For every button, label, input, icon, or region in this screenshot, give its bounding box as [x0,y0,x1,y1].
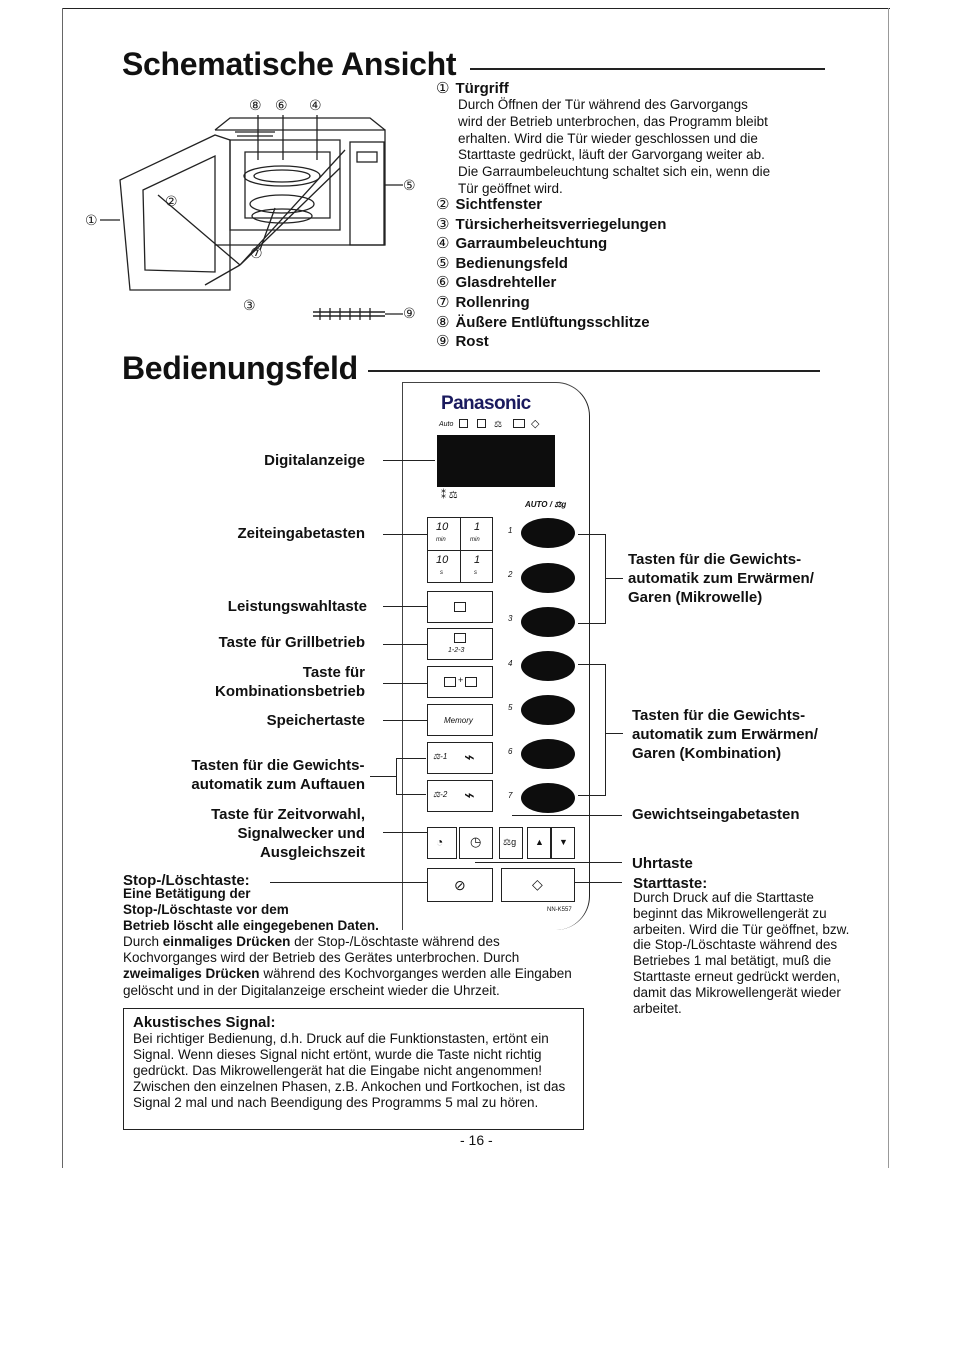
page-number: - 16 - [460,1132,493,1148]
leader-weight [512,815,622,816]
microwave-schematic [85,90,425,350]
label-time-keys: Zeiteingabetasten [237,525,365,542]
microwave-indicator-icon [459,419,468,428]
part-6: ⑥ Glasdrehteller [436,273,557,291]
digital-display [437,435,555,487]
stop-clear-button[interactable] [427,868,493,902]
meat-icon: ⌁ [464,747,475,767]
memory-button[interactable] [427,704,493,736]
combination-button[interactable]: + [427,666,493,698]
grill-button[interactable] [427,628,493,660]
leader-grill [383,644,427,645]
timer-icon: ◔ [436,835,444,849]
bracket-combi [605,664,606,796]
model-number: NN-K557 [547,907,572,913]
auto-program-2-button[interactable] [521,563,575,593]
program-number-6: 6 [508,747,513,756]
microwave-icon [454,602,466,612]
stop-icon: ⊘ [454,877,466,893]
weight-down-button[interactable] [551,827,575,859]
leader-power [383,606,427,607]
callout-8: ⑧ [249,98,262,114]
leader-time [383,534,427,535]
combi-microwave-icon [444,677,456,687]
leader-clock [475,862,622,863]
time-keys-block [427,517,493,583]
leader-micro [605,578,623,579]
start-button[interactable] [501,868,575,902]
leader-stop [270,882,427,883]
label-power-key: Leistungswahltaste [227,598,367,615]
program-number-2: 2 [508,570,513,579]
key-10min[interactable]: 10 [436,521,449,533]
program-number-3: 3 [508,614,513,623]
power-level-button[interactable] [427,591,493,623]
label-defrost-keys: Tasten für die Gewichts- automatik zum Auftauen [191,757,365,793]
leader-combi-auto [605,733,623,734]
section-title-panel: Bedienungsfeld [122,350,358,386]
key-10s-unit: s [440,570,443,576]
auto-program-3-button[interactable] [521,607,575,637]
arrow-down-icon: ▼ [559,837,568,847]
title-rule-1 [470,68,825,70]
leader-defrost [370,776,396,777]
program-number-4: 4 [508,659,513,668]
key-1s-unit: s [474,570,477,576]
callout-4: ④ [309,98,322,114]
auto-program-5-button[interactable] [521,695,575,725]
signal-heading: Akustisches Signal: [133,1014,276,1031]
part-4: ④ Garraumbeleuchtung [436,234,608,252]
grill-steps: 1-2-3 [448,647,465,654]
label-auto-microwave: Tasten für die Gewichts- automatik zum Erwärmen/ Garen (Mikrowelle) [628,551,814,606]
key-1min-unit: min [470,537,480,543]
leader-combi [383,683,427,684]
memory-label: Memory [444,716,473,725]
auto-program-4-button[interactable] [521,651,575,681]
leader-defrost-bracket [396,758,397,794]
defrost-2-label: ⚖-2 [433,790,448,799]
label-memory-key: Speichertaste [266,712,365,729]
callout-1: ① [85,213,98,229]
auto-weight-label: AUTO / ⚖g [525,500,567,509]
page-frame-top [62,8,890,9]
part-9: ⑨ Rost [436,332,489,350]
start-description: Durch Druck auf die Starttaste beginnt das Mikrowellengerät zu arbeiten. Wird die Tür geöffnet, bzw. die Stop-/Löschtaste während des Betriebes 1 mal betätigt, muß die Starttaste erneut gedrückt werden, damit das Mikrowellengerät wieder arbeitet. [633,890,850,1016]
defrost-2-button[interactable] [427,780,493,812]
callout-6: ⑥ [275,98,288,114]
defrost-1-label: ⚖-1 [433,752,448,761]
signal-text: Bei richtiger Bedienung, d.h. Druck auf die Funktionstasten, ertönt ein Signal. Wenn dieses Signal nicht ertönt, wurde die Taste nicht richtig gedrückt. Das Mikrowellengerät hat die Eingabe nicht angenommen! Zwischen den einzelnen Phasen, z.B. Ankochen und Fortkochen, ist das Signal 2 mal und nach Beendigung des Programms 5 mal zu hören. [133,1031,566,1110]
part-1: ① Türgriff [436,79,509,97]
auto-program-1-button[interactable] [521,518,575,548]
stop-heading: Stop-/Löschtaste: [123,872,250,889]
key-10s[interactable]: 10 [436,554,449,566]
program-number-5: 5 [508,703,513,712]
clock-button[interactable] [459,827,493,859]
leader-start [575,882,622,883]
key-1min[interactable]: 1 [474,521,481,533]
brand-logo: Panasonic [441,393,531,414]
label-grill-key: Taste für Grillbetrieb [218,634,365,651]
weight-up-button[interactable] [527,827,551,859]
leader-timer [383,832,427,833]
leader-digital [383,460,435,461]
stop-description: Eine Betätigung der Stop-/Löschtaste vor dem Betrieb löscht alle eingegebenen Daten. [123,886,379,933]
part-2: ② Sichtfenster [436,195,543,213]
memory-indicator-icon [513,419,525,428]
auto-program-6-button[interactable] [521,739,575,769]
callout-5: ⑤ [403,178,416,194]
label-auto-combi: Tasten für die Gewichts- automatik zum Erwärmen/ Garen (Kombination) [632,707,818,762]
control-panel [402,382,590,930]
grill-icon [454,633,466,643]
bread-icon: ⌁ [464,785,475,805]
timer-button[interactable] [427,827,457,859]
label-timer-key: Taste für Zeitvorwahl, Signalwecker und Ausgleichszeit [211,806,365,861]
grill-indicator-icon [477,419,486,428]
start-icon: ◇ [532,876,543,892]
callout-2: ② [165,194,178,210]
part-5: ⑤ Bedienungsfeld [436,254,568,272]
key-10min-unit: min [436,537,446,543]
label-start-key: Starttaste: [633,875,708,892]
weight-unit-button[interactable] [499,827,523,859]
part-3: ③ Türsicherheitsverriegelungen [436,215,667,233]
arrow-up-icon: ▲ [535,837,544,847]
label-combi-key: Taste für Kombinationsbetrieb [214,664,365,700]
leader-memory [383,720,427,721]
label-weight-keys: Gewichtseingabetasten [632,806,800,823]
auto-program-7-button[interactable] [521,783,575,813]
label-clock-key: Uhrtaste [632,855,693,872]
door-description: Durch Öffnen der Tür während des Garvorgangs wird der Betrieb unterbrochen, das Programm bleibt erhalten. Wird die Tür wieder geschlossen und die Starttaste gedrückt, läuft der Garvorgang weiter ab. Die Garraumbeleuchtung schaltet sich ein, wenn die Tür geöffnet wird. [458,97,771,196]
stop-paragraph: Durch einmaliges Drücken der Stop-/Löschtaste während des Kochvorganges wird der Betrieb des Gerätes unterbrochen. Durch zweimaliges Drücken während des Kochvorganges werden alle Eingaben gelöscht und in der Digitalanzeige erscheint wieder die Uhrzeit. [123,934,572,998]
part-7: ⑦ Rollenring [436,293,530,311]
label-digital-display: Digitalanzeige [264,452,365,469]
key-1s[interactable]: 1 [474,554,481,566]
weight-icon: ⚖g [503,837,517,847]
callout-7: ⑦ [250,246,263,262]
defrost-1-button[interactable] [427,742,493,774]
weight-indicator-icon: ⚖ [494,419,503,429]
program-number-1: 1 [508,526,513,535]
bracket-micro [605,534,606,624]
part-8: ⑧ Äußere Entlüftungsschlitze [436,313,650,331]
indicator-auto: Auto [439,421,454,428]
section-title-schematic: Schematische Ansicht [122,46,457,82]
program-number-7: 7 [508,791,513,800]
page-frame-left [62,8,63,1168]
combi-grill-icon [465,677,477,687]
display-symbols-icon: ⁑ ⚖ [441,490,458,501]
acoustic-signal-box [123,1008,584,1130]
page-frame-right [888,8,889,1168]
start-indicator-icon: ◇ [531,418,540,430]
clock-icon: ◷ [470,834,482,849]
callout-3: ③ [243,298,256,314]
title-rule-2 [368,370,820,372]
callout-9: ⑨ [403,306,416,322]
